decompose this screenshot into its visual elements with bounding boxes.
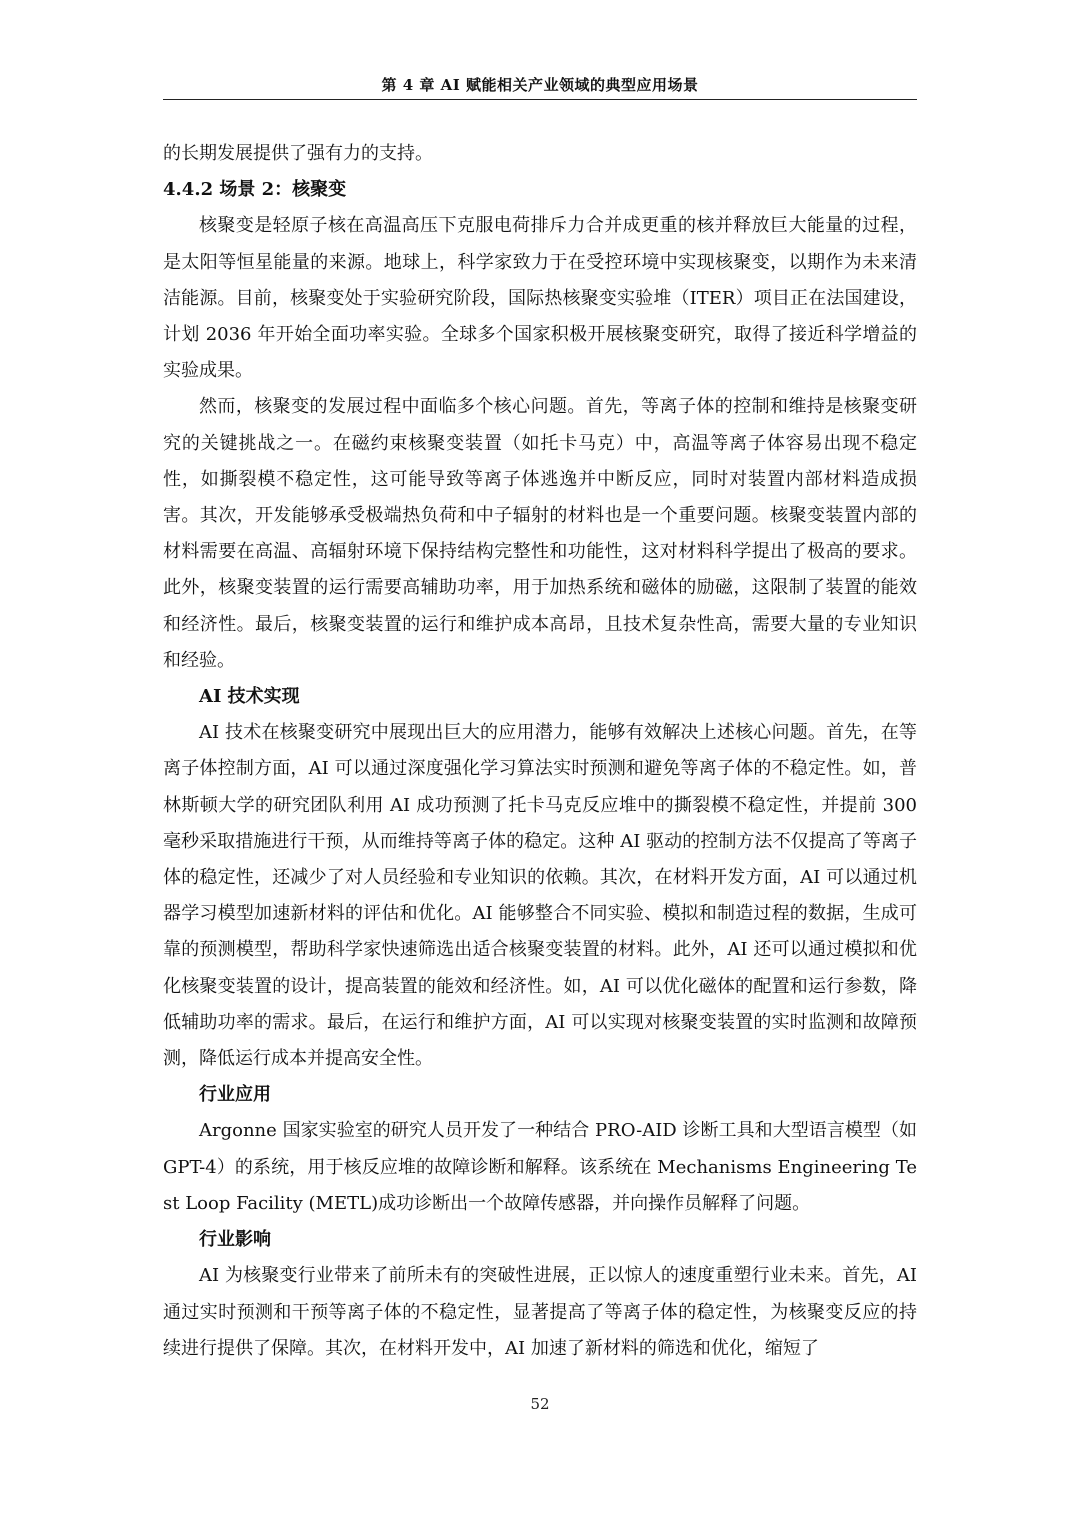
running-header: 第 4 章 AI 赋能相关产业领域的典型应用场景 bbox=[381, 76, 699, 94]
page-number: 52 bbox=[530, 1395, 550, 1413]
section-heading: 4.4.2 场景 2：核聚变 bbox=[163, 179, 347, 201]
paragraph-challenges: 然而，核聚变的发展过程中面临多个核心问题。首先，等离子体的控制和维持是核聚变研究的关键挑战之一。在磁约束核聚变装置（如托卡马克）中，高温等离子体容易出现不稳定性，如撕裂模不稳定性，这可能导致等离子体逃逸并中断反应，同时对装置内部材料造成损害。其次，开发能够承受极端热负荷和中子辐射的材料也是一个重要问题。核聚变装置内部的材料需要在高温、高辐射环境下保持结构完整性和功能性，这对材料科学提出了极高的要求。此外，核聚变装置的运行需要高辅助功率，用于加热系统和磁体的励磁，这限制了装置的能效和经济性。最后，核聚变装置的运行和维护成本高昂，且技术复杂性高，需要大量的专业知识和经验。 bbox=[163, 396, 917, 671]
subheading-industry-application: 行业应用 bbox=[199, 1084, 271, 1106]
subheading-ai-tech: AI 技术实现 bbox=[199, 686, 300, 708]
paragraph-industry-application: Argonne 国家实验室的研究人员开发了一种结合 PRO-AID 诊断工具和大型语言模型（如 GPT-4）的系统，用于核反应堆的故障诊断和解释。该系统在 Mechanisms Engineering Test Loop Facility (METL)成功诊断出一个故障传感器，并向操作员解释了问题。 bbox=[163, 1120, 917, 1214]
paragraph-ai-tech: AI 技术在核聚变研究中展现出巨大的应用潜力，能够有效解决上述核心问题。首先，在等离子体控制方面，AI 可以通过深度强化学习算法实时预测和避免等离子体的不稳定性。如，普林斯顿大学的研究团队利用 AI 成功预测了托卡马克反应堆中的撕裂模不稳定性，并提前 300 毫秒采取措施进行干预，从而维持等离子体的稳定。这种 AI 驱动的控制方法不仅提高了等离子体的稳定性，还减少了对人员经验和专业知识的依赖。其次，在材料开发方面，AI 可以通过机器学习模型加速新材料的评估和优化。AI 能够整合不同实验、模拟和制造过程的数据，生成可靠的预测模型，帮助科学家快速筛选出适合核聚变装置的材料。此外，AI 还可以通过模拟和优化核聚变装置的设计，提高装置的能效和经济性。如，AI 可以优化磁体的配置和运行参数，降低辅助功率的需求。最后，在运行和维护方面，AI 可以实现对核聚变装置的实时监测和故障预测，降低运行成本并提高安全性。 bbox=[163, 722, 917, 1070]
paragraph-continuation: 的长期发展提供了强有力的支持。 bbox=[163, 143, 433, 164]
page-body bbox=[163, 136, 917, 1367]
paragraph-industry-impact: AI 为核聚变行业带来了前所未有的突破性进展，正以惊人的速度重塑行业未来。首先，AI 通过实时预测和干预等离子体的不稳定性，显著提高了等离子体的稳定性，为核聚变反应的持续进行提供了保障。其次，在材料开发中，AI 加速了新材料的筛选和优化，缩短了 bbox=[163, 1265, 917, 1359]
subheading-industry-impact: 行业影响 bbox=[199, 1229, 271, 1251]
paragraph-intro: 核聚变是轻原子核在高温高压下克服电荷排斥力合并成更重的核并释放巨大能量的过程，是太阳等恒星能量的来源。地球上，科学家致力于在受控环境中实现核聚变，以期作为未来清洁能源。目前，核聚变处于实验研究阶段，国际热核聚变实验堆（ITER）项目正在法国建设，计划 2036 年开始全面功率实验。全球多个国家积极开展核聚变研究，取得了接近科学增益的实验成果。 bbox=[163, 215, 917, 382]
header-rule bbox=[163, 99, 917, 100]
